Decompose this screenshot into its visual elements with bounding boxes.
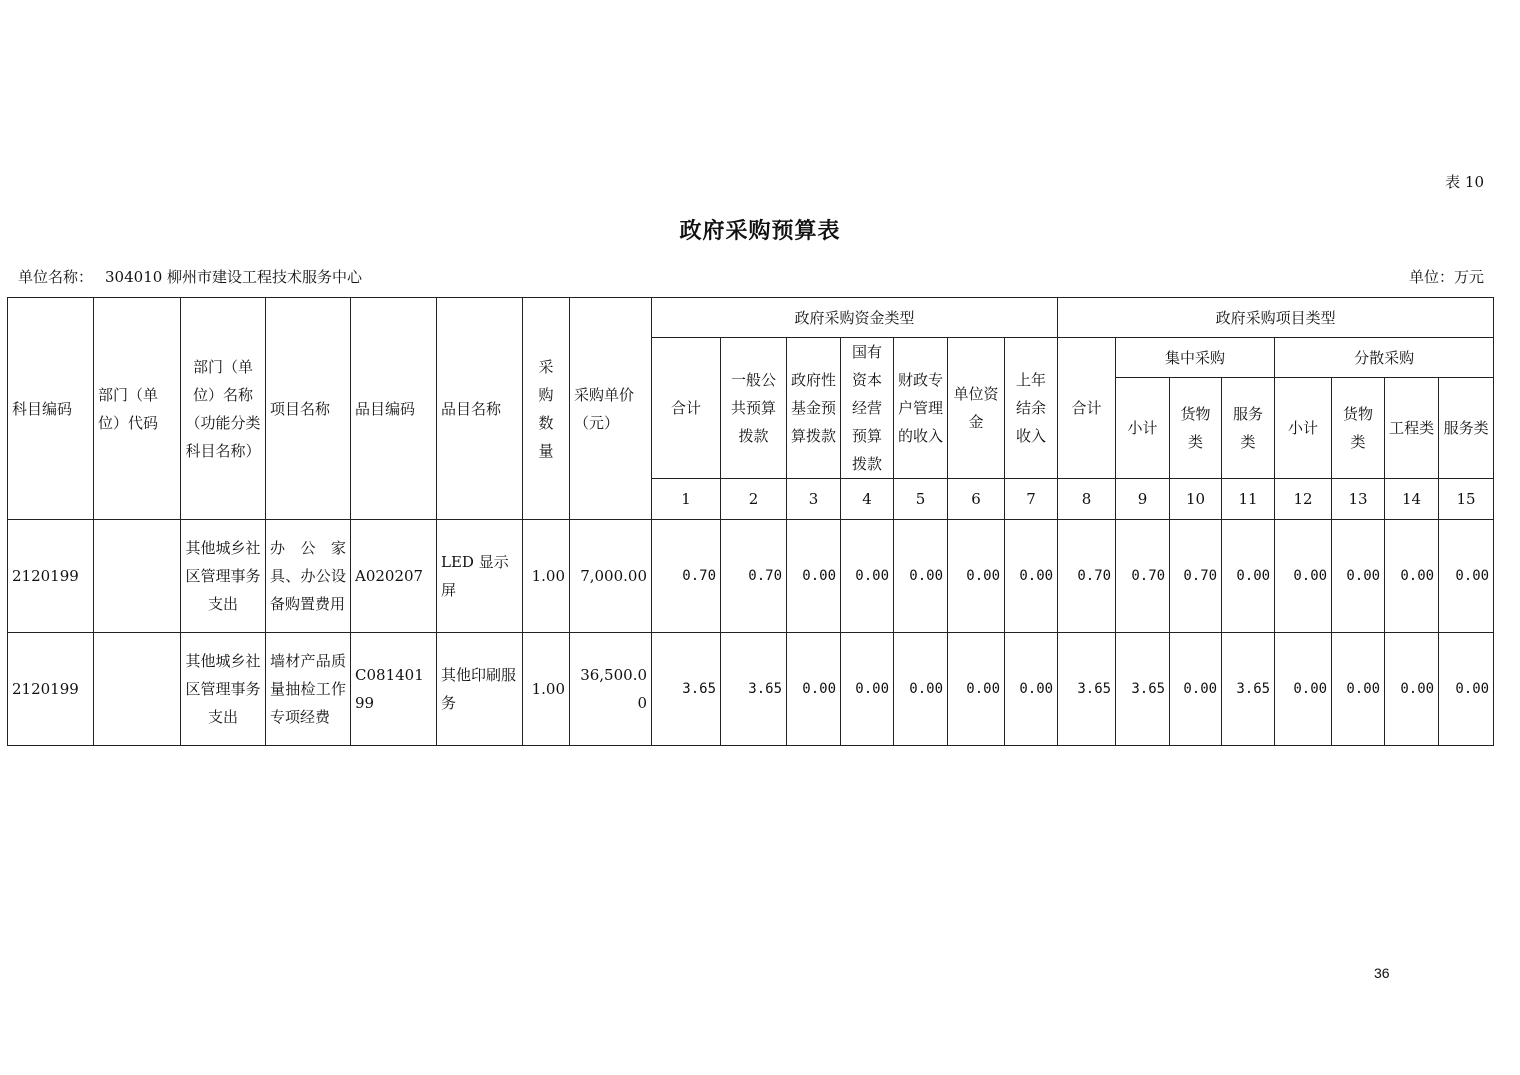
col-quantity-label: 采购数量: [538, 357, 554, 460]
cell-value: 3.65: [1058, 633, 1116, 746]
col-decentralized-services: 服务类: [1439, 378, 1494, 479]
cell-value: 3.65: [1116, 633, 1170, 746]
cell-value: 3.65: [652, 633, 721, 746]
col-decentralized-subtotal: 小计: [1275, 378, 1332, 479]
cell-dept-code: [94, 633, 181, 746]
table-row: [8, 520, 1494, 633]
index-cell: 5: [894, 479, 948, 520]
group-fund-type: 政府采购资金类型: [652, 298, 1058, 338]
cell-value: 0.00: [1385, 520, 1439, 633]
col-decentralized-goods: 货物类: [1332, 378, 1385, 479]
cell-value: 0.00: [1275, 520, 1332, 633]
index-cell: 6: [948, 479, 1005, 520]
index-cell: 13: [1332, 479, 1385, 520]
cell-value: 0.00: [894, 633, 948, 746]
col-state-capital: 国有资本经营预算拨款: [841, 338, 894, 479]
cell-value: 0.00: [841, 520, 894, 633]
header-row-1: [8, 298, 1494, 338]
col-dept-name: 部门（单位）名称（功能分类科目名称）: [181, 298, 266, 520]
cell-dept-code: [94, 520, 181, 633]
cell-value: 0.70: [1116, 520, 1170, 633]
cell-dept-name: 其他城乡社区管理事务支出: [181, 520, 266, 633]
cell-item-code: A020207: [351, 520, 437, 633]
col-gov-fund: 政府性基金预算拨款: [787, 338, 841, 479]
cell-item-code: C08140199: [351, 633, 437, 746]
cell-project-name: 办 公 家具、办公设备购置费用: [266, 520, 351, 633]
col-project-total: 合计: [1058, 338, 1116, 479]
cell-value: 0.00: [1332, 520, 1385, 633]
page-number: 36: [1374, 965, 1390, 981]
table-row: [8, 633, 1494, 746]
cell-value: 0.70: [721, 520, 787, 633]
index-cell: 10: [1170, 479, 1222, 520]
cell-dept-name: 其他城乡社区管理事务支出: [181, 633, 266, 746]
cell-item-name: 其他印刷服务: [437, 633, 523, 746]
cell-unit-price: 36,500.00: [570, 633, 652, 746]
col-project-name: 项目名称: [266, 298, 351, 520]
cell-value: 0.00: [787, 633, 841, 746]
cell-quantity: 1.00: [523, 633, 570, 746]
cell-value: 0.00: [1222, 520, 1275, 633]
index-cell: 15: [1439, 479, 1494, 520]
cell-value: 0.00: [841, 633, 894, 746]
cell-item-name: LED 显示屏: [437, 520, 523, 633]
index-cell: 3: [787, 479, 841, 520]
index-cell: 12: [1275, 479, 1332, 520]
cell-value: 0.00: [948, 520, 1005, 633]
cell-value: 0.70: [1058, 520, 1116, 633]
cell-value: 0.00: [1275, 633, 1332, 746]
col-decentralized-engineering: 工程类: [1385, 378, 1439, 479]
col-dept-code: 部门（单位）代码: [94, 298, 181, 520]
cell-value: 0.00: [1332, 633, 1385, 746]
index-cell: 8: [1058, 479, 1116, 520]
cell-value: 0.70: [1170, 520, 1222, 633]
index-cell: 1: [652, 479, 721, 520]
cell-subject-code: 2120199: [8, 633, 94, 746]
unit-name-value: 304010 柳州市建设工程技术服务中心: [105, 268, 363, 286]
col-centralized-subtotal: 小计: [1116, 378, 1170, 479]
cell-value: 3.65: [1222, 633, 1275, 746]
col-centralized-goods: 货物类: [1170, 378, 1222, 479]
index-cell: 9: [1116, 479, 1170, 520]
cell-quantity: 1.00: [523, 520, 570, 633]
group-centralized: 集中采购: [1116, 338, 1275, 378]
cell-value: 0.00: [1170, 633, 1222, 746]
cell-value: 0.00: [1005, 633, 1058, 746]
col-item-code: 品目编码: [351, 298, 437, 520]
index-cell: 14: [1385, 479, 1439, 520]
page-title: 政府采购预算表: [679, 218, 841, 244]
cell-value: 0.00: [1439, 520, 1494, 633]
col-quantity: [523, 298, 570, 520]
index-cell: 4: [841, 479, 894, 520]
cell-value: 0.00: [787, 520, 841, 633]
cell-project-name: 墙材产品质量抽检工作专项经费: [266, 633, 351, 746]
col-subject-code: 科目编码: [8, 298, 94, 520]
procurement-budget-table: [7, 297, 1494, 746]
col-special-income: 财政专户管理的收入: [894, 338, 948, 479]
cell-value: 0.00: [1005, 520, 1058, 633]
cell-value: 0.00: [948, 633, 1005, 746]
col-general-budget: 一般公共预算拨款: [721, 338, 787, 479]
cell-value: 0.00: [1385, 633, 1439, 746]
col-fund-total: 合计: [652, 338, 721, 479]
col-prev-balance: 上年结余收入: [1005, 338, 1058, 479]
col-centralized-services: 服务类: [1222, 378, 1275, 479]
index-cell: 7: [1005, 479, 1058, 520]
cell-value: 0.00: [894, 520, 948, 633]
cell-unit-price: 7,000.00: [570, 520, 652, 633]
cell-value: 0.70: [652, 520, 721, 633]
col-item-name: 品目名称: [437, 298, 523, 520]
index-cell: 11: [1222, 479, 1275, 520]
group-decentralized: 分散采购: [1275, 338, 1494, 378]
col-unit-fund: 单位资金: [948, 338, 1005, 479]
col-unit-price: 采购单价（元）: [570, 298, 652, 520]
cell-subject-code: 2120199: [8, 520, 94, 633]
money-unit: 单位：万元: [1408, 268, 1484, 286]
index-cell: 2: [721, 479, 787, 520]
group-project-type: 政府采购项目类型: [1058, 298, 1494, 338]
table-number: 表 10: [1445, 173, 1484, 191]
cell-value: 0.00: [1439, 633, 1494, 746]
unit-name-line: [18, 266, 362, 287]
unit-name-label: 单位名称：: [18, 268, 94, 286]
cell-value: 3.65: [721, 633, 787, 746]
